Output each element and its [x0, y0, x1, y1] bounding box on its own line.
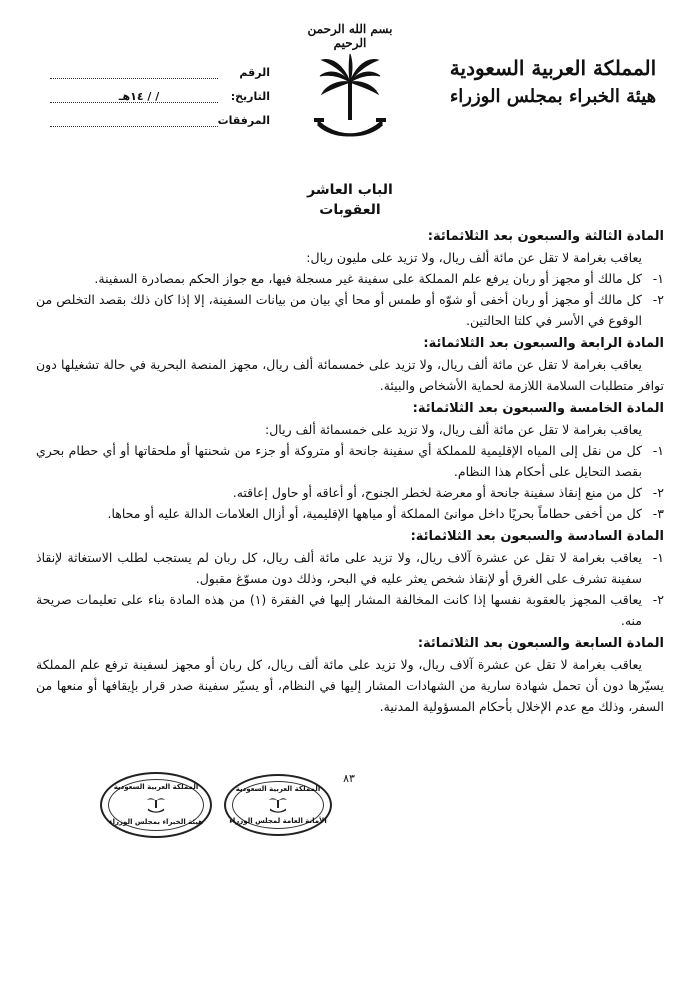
bismillah-text: بسم الله الرحمن الرحيم [307, 22, 393, 50]
organization-department: هيئة الخبراء بمجلس الوزراء [449, 86, 657, 107]
page-number: ٨٣ [343, 772, 355, 785]
date-label: التاريخ: [230, 90, 270, 103]
stamp-emblem-icon [268, 796, 288, 814]
article-heading: المادة الرابعة والسبعون بعد الثلاثمائة: [423, 336, 664, 351]
item-number: ١- [652, 550, 664, 565]
article-item [36, 547, 664, 589]
article-heading: المادة السادسة والسبعون بعد الثلاثمائة: [410, 529, 664, 544]
article-intro: يعاقب بغرامة لا تقل عن عشرة آلاف ريال، ولا تزيد على مائة ألف ريال، كل ربان أو مجهز لسفينة ترفع علم المملكة يسيّرها دون أن تحمل شهادة سارية من الشهادات المشار إليها في النظام، أو يسيّر سفينة صدر قرار بإيقافها أو منعها من السفر، وذلك مع عدم الإخلال بأحكام المسؤولية المدنية. [36, 657, 664, 714]
item-text: كل من منع إنقاذ سفينة جانحة أو معرضة لخطر الجنوح، أو أعاقه أو حاول إعاقته. [232, 485, 642, 500]
article-item [36, 268, 664, 289]
official-stamp-left [100, 772, 212, 838]
document-body [36, 180, 664, 717]
article-heading: المادة الثالثة والسبعون بعد الثلاثمائة: [427, 229, 664, 244]
stamp-top-text: المملكة العربية السعودية [235, 785, 321, 793]
article-heading: المادة السابعة والسبعون بعد الثلاثمائة: [417, 636, 664, 651]
chapter-subtitle: العقوبات [319, 202, 381, 218]
date-field [50, 90, 270, 110]
item-text: كل مالك أو مجهز أو ربان أخفى أو شوّه أو طمس أو محا أي بيان من بيانات السفينة، إلا إذا كان ذلك بقصد التخلص من الوقوع في الأسر في كلتا الحالتين. [36, 292, 642, 328]
item-number: ٢- [652, 592, 664, 607]
item-text: كل من أخفى حطاماً بحريًا داخل موانئ المملكة أو مياهها الإقليمية، أو أزال العلامات الدالة عليه أو محاها. [107, 506, 642, 521]
stamp-emblem-icon [146, 796, 166, 814]
article-item [36, 589, 664, 631]
item-number: ٢- [652, 292, 664, 307]
reference-number-line [50, 78, 218, 79]
article-intro: يعاقب بغرامة لا تقل عن مائة ألف ريال، ولا تزيد على خمسمائة ألف ريال: [265, 422, 642, 437]
article-heading: المادة الخامسة والسبعون بعد الثلاثمائة: [412, 401, 664, 416]
item-text: كل مالك أو مجهز أو ربان يرفع علم المملكة على سفينة غير مسجلة فيها، مع جواز الحكم بمصادرة السفينة. [94, 271, 642, 286]
attachments-line [50, 126, 218, 127]
article-item [36, 503, 664, 524]
article-item [36, 440, 664, 482]
item-text: يعاقب بغرامة لا تقل عن عشرة آلاف ريال، ولا تزيد على مائة ألف ريال، كل ربان لم يستجب لطلب الاستغاثة لإنقاذ سفينة تشرف على الغرق أو لإنقاذ شخص يعثر عليه في البحر، وذلك دون مسوّغ مقبول. [36, 550, 642, 586]
organization-name: المملكة العربية السعودية [449, 56, 657, 80]
article-intro: يعاقب بغرامة لا تقل عن مائة ألف ريال، ولا تزيد على خمسمائة ألف ريال، مجهز المنصة البحرية في حالة تشغيلها دون توافر متطلبات السلامة اللازمة لحماية الأشخاص والبيئة. [36, 357, 664, 393]
stamp-bottom-text: الأمانة العامة لمجلس الوزراء [229, 817, 327, 825]
attachments-label: المرفقات [217, 114, 270, 127]
chapter-title: الباب العاشر [307, 182, 393, 198]
stamp-bottom-text: هيئة الخبراء بمجلس الوزراء [109, 818, 203, 826]
reference-number-label: الرقم [239, 66, 270, 79]
item-number: ٢- [652, 485, 664, 500]
article-intro: يعاقب بغرامة لا تقل عن مائة ألف ريال، ولا تزيد على مليون ريال: [306, 250, 642, 265]
item-number: ١- [652, 443, 664, 458]
item-text: كل من نقل إلى المياه الإقليمية للمملكة أي سفينة جانحة أو متروكة أو جزء من شحنتها أو ملحقاتها أو أي حطام بحري بقصد التحايل على أحكام هذا النظام. [36, 443, 642, 479]
article-item [36, 289, 664, 331]
item-text: يعاقب المجهز بالعقوبة نفسها إذا كانت المخالفة المشار إليها في الفقرة (١) من هذه المادة بناء على تعليمات صريحة منه. [36, 592, 642, 628]
reference-number-field [50, 66, 270, 86]
article-item [36, 482, 664, 503]
date-value: / / ١٤هـ [118, 90, 160, 103]
attachments-field [50, 114, 270, 134]
palm-and-swords-emblem-icon [312, 52, 388, 144]
stamp-top-text: المملكة العربية السعودية [113, 783, 199, 791]
item-number: ١- [652, 271, 664, 286]
official-stamp-right [224, 774, 332, 836]
item-number: ٣- [652, 506, 664, 521]
